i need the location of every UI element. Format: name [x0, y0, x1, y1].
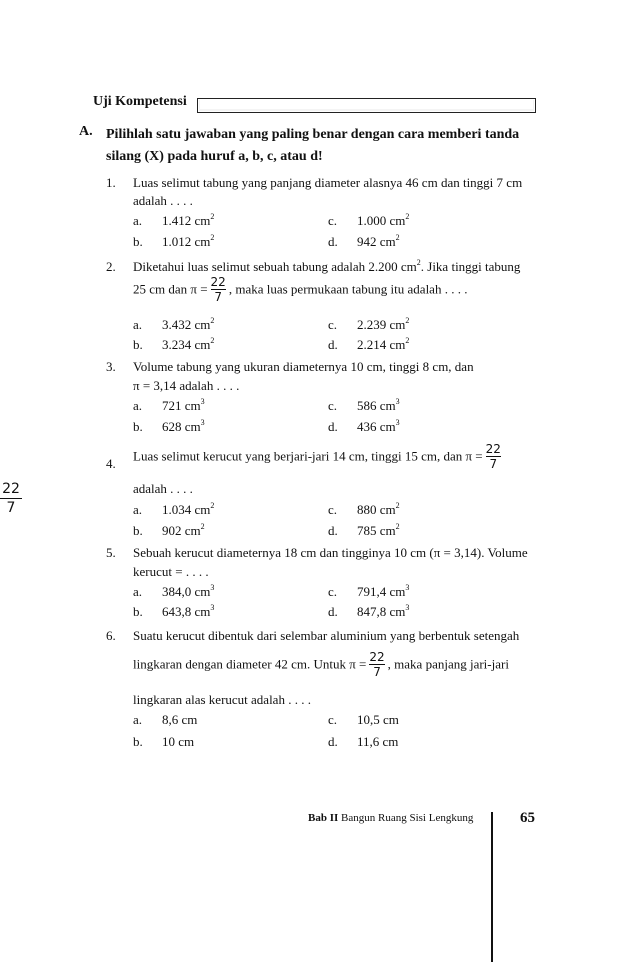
- question-text: π = 3,14 adalah . . . .: [133, 378, 240, 393]
- pi-fraction: $\frac{22}{7}$: [210, 275, 226, 304]
- question-number: 1.: [106, 175, 116, 190]
- option-c-answer[interactable]: 880 $cm^2$: [357, 501, 400, 517]
- option-c-answer[interactable]: 2.239 $cm^2$: [357, 316, 410, 332]
- question-text: adalah . . . .: [133, 193, 193, 208]
- option-c-letter[interactable]: c.: [328, 502, 338, 517]
- option-c-letter[interactable]: c.: [328, 213, 338, 228]
- option-a-letter[interactable]: a.: [133, 213, 143, 228]
- question-text: lingkaran alas kerucut adalah . . . .: [133, 692, 311, 707]
- option-b-letter[interactable]: b.: [133, 523, 143, 538]
- question-number: 5.: [106, 545, 116, 560]
- option-b-answer[interactable]: 902 $cm^2$: [162, 522, 205, 538]
- footer-chapter-title: Bangun Ruang Sisi Lengkung: [341, 812, 474, 824]
- option-c-letter[interactable]: c.: [328, 317, 338, 332]
- question-text: kerucut = . . . .: [133, 564, 209, 579]
- margin-fraction: [0, 480, 22, 517]
- option-d-letter[interactable]: d.: [328, 734, 338, 749]
- question-text: adalah . . . .: [133, 481, 193, 496]
- question-text: 25 cm dan π = $\frac{22}{7}$ , maka luas permukaan tabung itu adalah . . . .: [133, 275, 468, 304]
- option-a-answer[interactable]: 384,0 $cm^3$: [162, 583, 215, 599]
- option-b-letter[interactable]: b.: [133, 337, 143, 352]
- option-c-answer[interactable]: 10,5 cm: [357, 712, 399, 727]
- question-number: 2.: [106, 259, 116, 274]
- option-a-letter[interactable]: a.: [133, 584, 143, 599]
- footer-chapter: [308, 812, 473, 824]
- question-text: Luas selimut tabung yang panjang diameter alasnya 46 cm dan tinggi 7 cm: [133, 175, 523, 190]
- margin-fraction-denominator: 7: [6, 500, 16, 516]
- option-c-answer[interactable]: 791,4 $cm^3$: [357, 583, 410, 599]
- option-c-letter[interactable]: c.: [328, 712, 338, 727]
- option-a-answer[interactable]: 1.034 $cm^2$: [162, 501, 215, 517]
- option-a-answer[interactable]: 721 $cm^3$: [162, 397, 205, 413]
- option-a-letter[interactable]: a.: [133, 712, 143, 727]
- option-d-answer[interactable]: 847,8 $cm^3$: [357, 603, 410, 619]
- section-letter: A.: [79, 124, 93, 139]
- option-c-answer[interactable]: 1.000 $cm^2$: [357, 212, 410, 228]
- option-a-answer[interactable]: 8,6 cm: [162, 712, 198, 727]
- option-b-letter[interactable]: b.: [133, 234, 143, 249]
- option-d-letter[interactable]: d.: [328, 337, 338, 352]
- option-d-letter[interactable]: d.: [328, 523, 338, 538]
- option-b-answer[interactable]: 628 $cm^3$: [162, 418, 205, 434]
- option-a-answer[interactable]: 3.432 $cm^2$: [162, 316, 215, 332]
- page-number: 65: [520, 810, 535, 826]
- question-number: 4.: [106, 456, 116, 471]
- option-a-letter[interactable]: a.: [133, 317, 143, 332]
- question-text: Sebuah kerucut diameternya 18 cm dan tingginya 10 cm (π = 3,14). Volume: [133, 545, 528, 560]
- section-header-title: Uji Kompetensi: [93, 94, 187, 109]
- question-number: 3.: [106, 359, 116, 374]
- section-instruction: Pilihlah satu jawaban yang paling benar dengan cara memberi tanda silang (X) pada huruf a, b, c, atau d!: [106, 127, 520, 164]
- option-c-letter[interactable]: c.: [328, 398, 338, 413]
- option-a-answer[interactable]: 1.412 $cm^2$: [162, 212, 215, 228]
- margin-fraction-numerator: 22: [2, 481, 20, 497]
- option-d-answer[interactable]: 2.214 $cm^2$: [357, 336, 410, 352]
- option-d-answer[interactable]: 11,6 cm: [357, 734, 399, 749]
- option-b-letter[interactable]: b.: [133, 734, 143, 749]
- option-d-letter[interactable]: d.: [328, 234, 338, 249]
- footer-chapter-number: Bab II: [308, 812, 339, 824]
- option-d-answer[interactable]: 942 $cm^2$: [357, 233, 400, 249]
- question-text: Luas selimut kerucut yang berjari-jari 14 cm, tinggi 15 cm, dan π = $\frac{22}{7}$: [133, 442, 501, 471]
- option-b-answer[interactable]: 643,8 $cm^3$: [162, 603, 215, 619]
- option-d-answer[interactable]: 785 $cm^2$: [357, 522, 400, 538]
- option-c-letter[interactable]: c.: [328, 584, 338, 599]
- question-text: Diketahui luas selimut sebuah tabung adalah 2.200 $cm^2$. Jika tinggi tabung: [133, 258, 521, 274]
- option-d-letter[interactable]: d.: [328, 419, 338, 434]
- option-b-letter[interactable]: b.: [133, 604, 143, 619]
- footer-vertical-rule: [491, 812, 493, 962]
- question-text: Volume tabung yang ukuran diameternya 10 cm, tinggi 8 cm, dan: [133, 359, 474, 374]
- header-decorative-bar: [197, 98, 536, 113]
- option-d-answer[interactable]: 436 $cm^3$: [357, 418, 400, 434]
- option-d-letter[interactable]: d.: [328, 604, 338, 619]
- pi-fraction: $\frac{22}{7}$: [485, 442, 501, 471]
- option-a-letter[interactable]: a.: [133, 398, 143, 413]
- pi-fraction: $\frac{22}{7}$: [369, 650, 385, 679]
- question-text: lingkaran dengan diameter 42 cm. Untuk π = $\frac{22}{7}$ , maka panjang jari-jari: [133, 650, 509, 679]
- question-text: Suatu kerucut dibentuk dari selembar aluminium yang berbentuk setengah: [133, 628, 520, 643]
- option-b-answer[interactable]: 10 cm: [162, 734, 195, 749]
- option-b-letter[interactable]: b.: [133, 419, 143, 434]
- option-c-answer[interactable]: 586 $cm^3$: [357, 397, 400, 413]
- option-a-letter[interactable]: a.: [133, 502, 143, 517]
- option-b-answer[interactable]: 3.234 $cm^2$: [162, 336, 215, 352]
- question-number: 6.: [106, 628, 116, 643]
- option-b-answer[interactable]: 1.012 $cm^2$: [162, 233, 215, 249]
